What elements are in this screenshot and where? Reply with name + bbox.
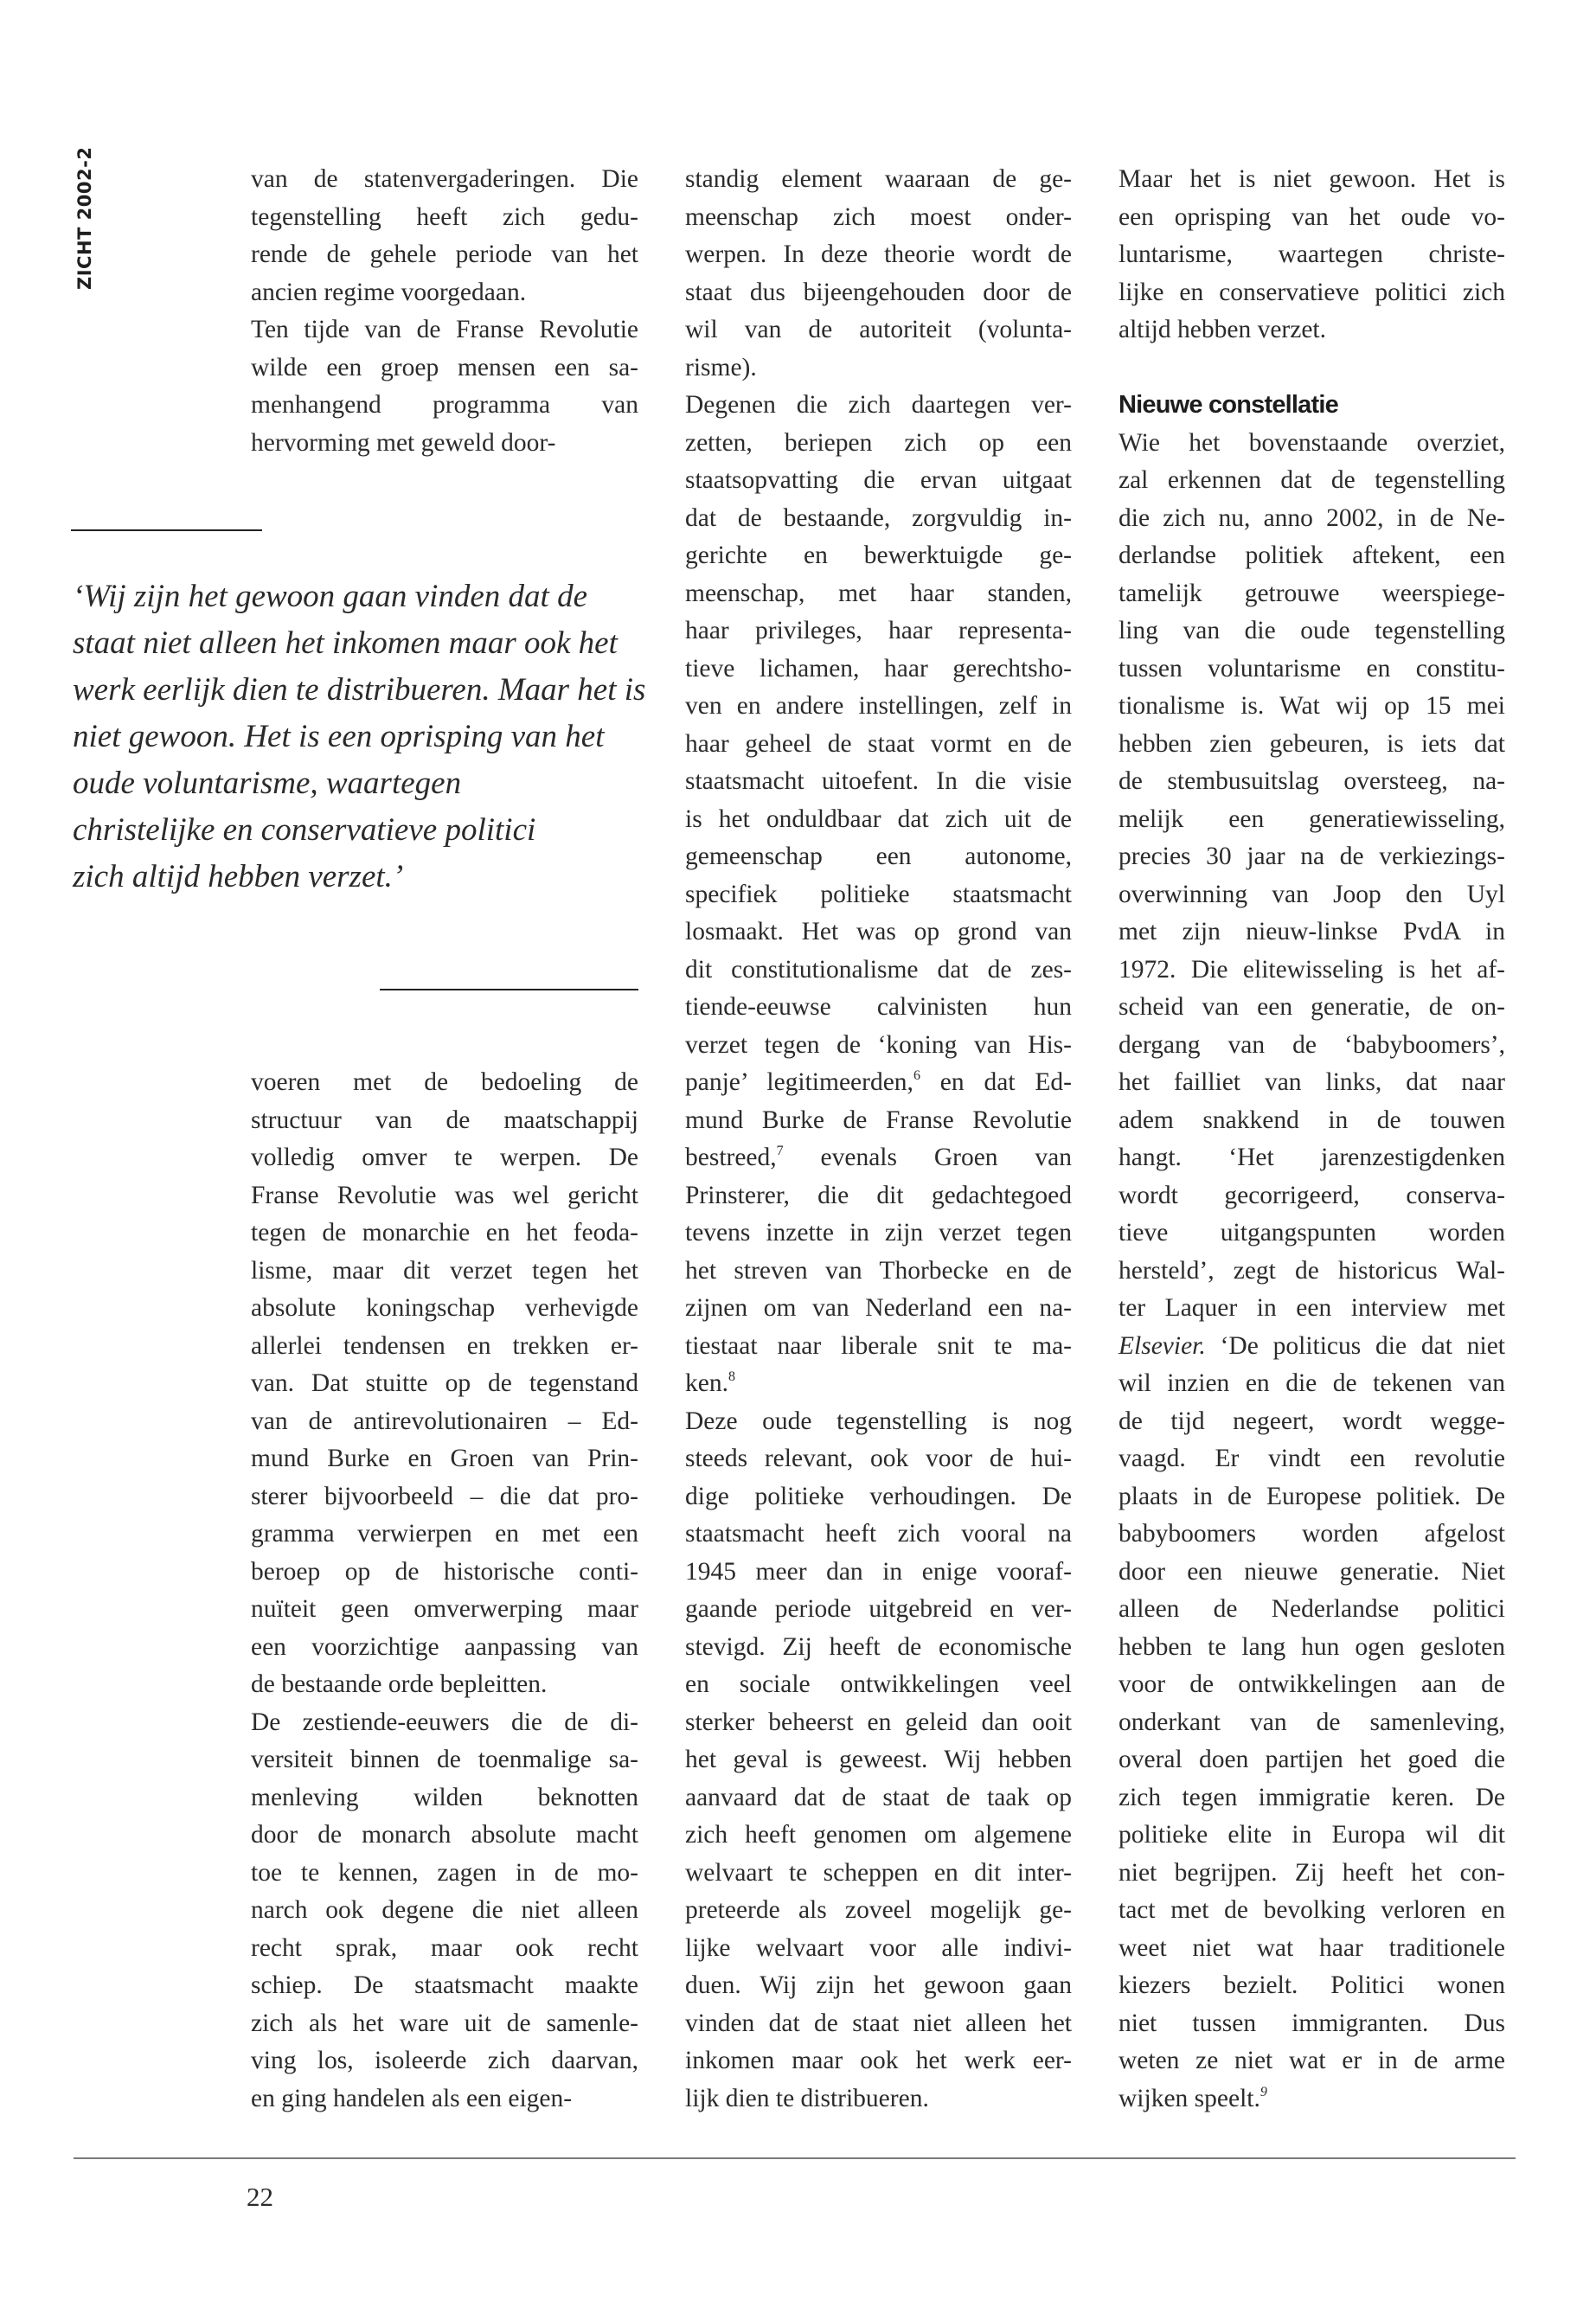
- text-line: gramma verwierpen en met een: [251, 1520, 638, 1548]
- text-line: Deze oude tegenstelling is nog: [685, 1407, 1072, 1435]
- pull-quote-line: ‘Wij zijn het gewoon gaan vinden dat de: [73, 579, 587, 614]
- text-line: ving los, isoleerde zich daarvan,: [251, 2047, 638, 2074]
- text-line: gerichte en bewerktuigde ge-: [685, 542, 1072, 569]
- text-line: 1945 meer dan in enige vooraf-: [685, 1557, 1072, 1586]
- text-line: schiep. De staatsmacht maakte: [251, 1971, 638, 1999]
- text-line: weet niet wat haar traditionele: [1118, 1933, 1505, 1962]
- text-line: niet begrijpen. Zij heeft het con-: [1118, 1858, 1505, 1887]
- text-line: onderkant van de samenleving,: [1118, 1708, 1505, 1736]
- text-line: toe te kennen, zagen in de mo-: [251, 1858, 638, 1887]
- text-line: menleving wilden beknotten: [251, 1783, 638, 1811]
- page-number: 22: [247, 2182, 273, 2212]
- right-column-intro: [1118, 161, 1505, 349]
- text-line: tiende-eeuwse calvinisten hun: [685, 993, 1072, 1021]
- text-line: van de statenvergaderingen. Die: [251, 165, 638, 193]
- text-line: scheid van een generatie, de on-: [1118, 993, 1505, 1021]
- text-line: voeren met de bedoeling de: [251, 1068, 638, 1096]
- text-line: overwinning van Joop den Uyl: [1118, 880, 1505, 908]
- text-line: door een nieuwe generatie. Niet: [1118, 1557, 1505, 1586]
- text-line: ter Laquer in een interview met: [1118, 1294, 1505, 1322]
- text-line: meenschap, met haar standen,: [685, 579, 1072, 607]
- text-line: hervorming met geweld door-: [251, 428, 556, 457]
- pull-quote-line: staat niet alleen het inkomen maar ook het: [73, 625, 618, 661]
- text-line: vaagd. Er vindt een revolutie: [1118, 1445, 1505, 1472]
- text-line: lijk dien te distribueren.: [685, 2084, 929, 2112]
- text-line: ancien regime voorgedaan.: [251, 278, 527, 306]
- text-line: tionalisme is. Wat wij op 15 mei: [1118, 692, 1505, 720]
- text-line: alleen de Nederlandse politici: [1118, 1595, 1505, 1623]
- text-line: beroep op de historische conti-: [251, 1557, 638, 1586]
- text-line: wijken speelt.$^9$: [1118, 2084, 1267, 2112]
- text-line: derlandse politiek aftekent, een: [1118, 542, 1505, 569]
- text-line: de stembusuitslag oversteeg, na-: [1118, 767, 1505, 795]
- text-line: Maar het is niet gewoon. Het is: [1118, 165, 1505, 193]
- text-line: losmaakt. Het was op grond van: [685, 918, 1072, 945]
- text-line: tussen voluntarisme en constitu-: [1118, 654, 1505, 683]
- text-line: sterker beheerst en geleid dan ooit: [685, 1708, 1072, 1736]
- text-line: zetten, beriepen zich op een: [685, 428, 1072, 457]
- text-line: rende de gehele periode van het: [251, 240, 638, 268]
- text-line: hersteld’, zegt de historicus Wal-: [1118, 1256, 1505, 1285]
- text-line: door de monarch absolute macht: [251, 1821, 638, 1849]
- text-line: het failliet van links, dat naar: [1118, 1068, 1505, 1096]
- text-line: die zich nu, anno 2002, in de Ne-: [1118, 503, 1505, 532]
- text-line: en sociale ontwikkelingen veel: [685, 1670, 1072, 1698]
- text-line: vinden dat de staat niet alleen het: [685, 2009, 1072, 2037]
- footnote-marker: 9: [1259, 2084, 1267, 2099]
- text-line: Prinsterer, die dit gedachtegoed: [685, 1181, 1072, 1209]
- text-line: dige politieke verhoudingen. De: [685, 1482, 1072, 1510]
- text-line: hangt. ‘Het jarenzestigdenken: [1118, 1144, 1505, 1171]
- text-line: ling van die oude tegenstelling: [1118, 617, 1505, 644]
- text-line: versiteit binnen de toenmalige sa-: [251, 1746, 638, 1773]
- text-line: zal erkennen dat de tegenstelling: [1118, 466, 1505, 494]
- text-line: zich als het ware uit de samenle-: [251, 2009, 638, 2037]
- text-line: dit constitutionalisme dat de zes-: [685, 955, 1072, 984]
- text-line: dat de bestaande, zorgvuldig in-: [685, 503, 1072, 532]
- text-line: en ging handelen als een eigen-: [251, 2084, 573, 2112]
- text-line: verzet tegen de ‘koning van His-: [685, 1030, 1072, 1059]
- text-line: melijk een generatiewisseling,: [1118, 804, 1505, 833]
- text-line: wil inzien en die de tekenen van: [1118, 1369, 1505, 1397]
- text-line: weten ze niet wat er in de arme: [1118, 2047, 1505, 2074]
- text-line: 1972. Die elitewisseling is het af-: [1118, 955, 1505, 984]
- middle-column: [685, 161, 1072, 2118]
- text-line: lijke welvaart voor alle indivi-: [685, 1933, 1072, 1962]
- pull-quote-line: oude voluntarisme, waartegen: [73, 766, 462, 801]
- text-line: dergang van de ‘babyboomers’,: [1118, 1030, 1505, 1059]
- text-line: recht sprak, maar ook recht: [251, 1933, 638, 1962]
- text-line: staatsmacht uitoefent. In die visie: [685, 767, 1072, 795]
- text-line: het geval is geweest. Wij hebben: [685, 1746, 1072, 1773]
- text-line: van de antirevolutionairen – Ed-: [251, 1407, 638, 1435]
- text-line: lisme, maar dit verzet tegen het: [251, 1256, 638, 1285]
- text-line: precies 30 jaar na de verkiezings-: [1118, 843, 1505, 870]
- text-line: absolute koningschap verhevigde: [251, 1294, 638, 1322]
- text-line: staatsopvatting die ervan uitgaat: [685, 466, 1072, 494]
- text-line: een voorzichtige aanpassing van: [251, 1632, 638, 1661]
- text-line: lijke en conservatieve politici zich: [1118, 278, 1505, 306]
- text-line: welvaart te scheppen en dit inter-: [685, 1858, 1072, 1887]
- text-line: tamelijk getrouwe weerspiege-: [1118, 579, 1505, 607]
- text-line: specifiek politieke staatsmacht: [685, 880, 1072, 908]
- running-head: ZICHT 2002-2: [74, 146, 95, 290]
- right-column: [1118, 161, 1505, 2118]
- text-line: wil van de autoriteit (volunta-: [685, 316, 1072, 343]
- left-column-top: [251, 161, 638, 462]
- text-line: volledig omver te werpen. De: [251, 1144, 638, 1171]
- text-line: duen. Wij zijn het gewoon gaan: [685, 1971, 1072, 1999]
- text-line: nuïteit geen omverwerping maar: [251, 1595, 638, 1623]
- text-line: panje’ legitimeerden,$^6$ en dat Ed-: [685, 1068, 1072, 1096]
- footnote-marker: 7: [776, 1144, 784, 1158]
- text-line: allerlei tendensen en trekken er-: [251, 1331, 638, 1360]
- text-line: altijd hebben verzet.: [1118, 316, 1326, 343]
- text-line: ven en andere instellingen, zelf in: [685, 692, 1072, 720]
- text-line: mund Burke de Franse Revolutie: [685, 1106, 1072, 1134]
- italic-title: Elsevier.: [1118, 1331, 1206, 1360]
- text-line: tegenstelling heeft zich gedu-: [251, 202, 638, 231]
- text-line: hebben te lang hun ogen gesloten: [1118, 1632, 1505, 1661]
- text-line: politieke elite in Europa wil dit: [1118, 1821, 1505, 1849]
- left-column-bottom: [251, 1064, 638, 2118]
- text-line: risme).: [685, 353, 757, 381]
- text-line: wordt gecorrigeerd, conserva-: [1118, 1181, 1505, 1209]
- text-line: tieve uitgangspunten worden: [1118, 1219, 1505, 1247]
- pull-quote-line: werk eerlijk dien te distribueren. Maar het is: [73, 672, 646, 708]
- right-column-body: [1118, 425, 1505, 2118]
- pull-quote-line: niet gewoon. Het is een oprisping van het: [73, 719, 605, 754]
- text-line: niet tussen immigranten. Dus: [1118, 2009, 1505, 2037]
- text-line: een oprisping van het oude vo-: [1118, 202, 1505, 231]
- text-line: zijnen om van Nederland een na-: [685, 1294, 1072, 1322]
- text-line: Wie het bovenstaande overziet,: [1118, 428, 1505, 457]
- text-line: tiestaat naar liberale snit te ma-: [685, 1331, 1072, 1360]
- text-line: menhangend programma van: [251, 391, 638, 419]
- text-line: wilde een groep mensen een sa-: [251, 353, 638, 381]
- text-line: adem snakkend in de touwen: [1118, 1106, 1505, 1134]
- text-line: sterer bijvoorbeeld – die dat pro-: [251, 1482, 638, 1510]
- text-line: staatsmacht heeft zich vooral na: [685, 1520, 1072, 1548]
- text-line: gemeenschap een autonome,: [685, 843, 1072, 870]
- text-line: ken.$^8$: [685, 1369, 735, 1397]
- text-line: voor de ontwikkelingen aan de: [1118, 1670, 1505, 1698]
- text-line: is het onduldbaar dat zich uit de: [685, 804, 1072, 833]
- text-line: kiezers bezielt. Politici wonen: [1118, 1971, 1505, 1999]
- text-line: gaande periode uitgebreid en ver-: [685, 1595, 1072, 1623]
- text-line: Elsevier. ‘De politicus die dat niet: [1118, 1331, 1505, 1360]
- text-line: haar geheel de staat vormt en de: [685, 729, 1072, 758]
- text-line: haar privileges, haar representa-: [685, 617, 1072, 644]
- text-line: De zestiende-eeuwers die de di-: [251, 1708, 638, 1736]
- text-line: meenschap zich moest onder-: [685, 202, 1072, 231]
- text-line: zich tegen immigratie keren. De: [1118, 1783, 1505, 1811]
- text-line: de bestaande orde bepleitten.: [251, 1670, 548, 1698]
- text-line: tieve lichamen, haar gerechtsho-: [685, 654, 1072, 683]
- footer-rule: [74, 2157, 1516, 2159]
- text-line: preteerde als zoveel mogelijk ge-: [685, 1896, 1072, 1924]
- text-line: babyboomers worden afgelost: [1118, 1520, 1505, 1548]
- pull-quote: [73, 574, 661, 901]
- pull-quote-bottom-rule: [380, 989, 638, 990]
- footnote-marker: 8: [727, 1369, 735, 1384]
- pull-quote-top-rule: [71, 529, 262, 531]
- text-line: de tijd negeert, wordt wegge-: [1118, 1407, 1505, 1435]
- text-line: standig element waaraan de ge-: [685, 165, 1072, 193]
- pull-quote-line: zich altijd hebben verzet.’: [73, 859, 404, 894]
- text-line: Ten tijde van de Franse Revolutie: [251, 316, 638, 343]
- text-line: het streven van Thorbecke en de: [685, 1256, 1072, 1285]
- text-line: stevigd. Zij heeft de economische: [685, 1632, 1072, 1661]
- text-line: tegen de monarchie en het feoda-: [251, 1219, 638, 1247]
- text-line: luntarisme, waartegen christe-: [1118, 240, 1505, 268]
- text-line: aanvaard dat de staat de taak op: [685, 1783, 1072, 1811]
- text-line: tevens inzette in zijn verzet tegen: [685, 1219, 1072, 1247]
- text-line: staat dus bijeengehouden door de: [685, 278, 1072, 306]
- pull-quote-line: christelijke en conservatieve politici: [73, 812, 536, 848]
- text-line: inkomen maar ook het werk eer-: [685, 2047, 1072, 2074]
- text-line: Degenen die zich daartegen ver-: [685, 391, 1072, 419]
- text-line: hebben zien gebeuren, is iets dat: [1118, 729, 1505, 758]
- section-heading: Nieuwe constellatie: [1118, 391, 1338, 419]
- text-line: bestreed,$^7$ evenals Groen van: [685, 1144, 1072, 1171]
- text-line: van. Dat stuitte op de tegenstand: [251, 1369, 638, 1397]
- text-line: mund Burke en Groen van Prin-: [251, 1445, 638, 1472]
- text-line: werpen. In deze theorie wordt de: [685, 240, 1072, 268]
- text-line: narch ook degene die niet alleen: [251, 1896, 638, 1924]
- text-line: structuur van de maatschappij: [251, 1106, 638, 1134]
- paragraph-spacer: [1118, 349, 1505, 388]
- text-line: overal doen partijen het goed die: [1118, 1746, 1505, 1773]
- text-line: zich heeft genomen om algemene: [685, 1821, 1072, 1849]
- text-line: Franse Revolutie was wel gericht: [251, 1181, 638, 1209]
- text-line: tact met de bevolking verloren en: [1118, 1896, 1505, 1924]
- text-line: plaats in de Europese politiek. De: [1118, 1482, 1505, 1510]
- footnote-marker: 6: [913, 1068, 920, 1083]
- text-line: met zijn nieuw-linkse PvdA in: [1118, 918, 1505, 945]
- text-line: steeds relevant, ook voor de hui-: [685, 1445, 1072, 1472]
